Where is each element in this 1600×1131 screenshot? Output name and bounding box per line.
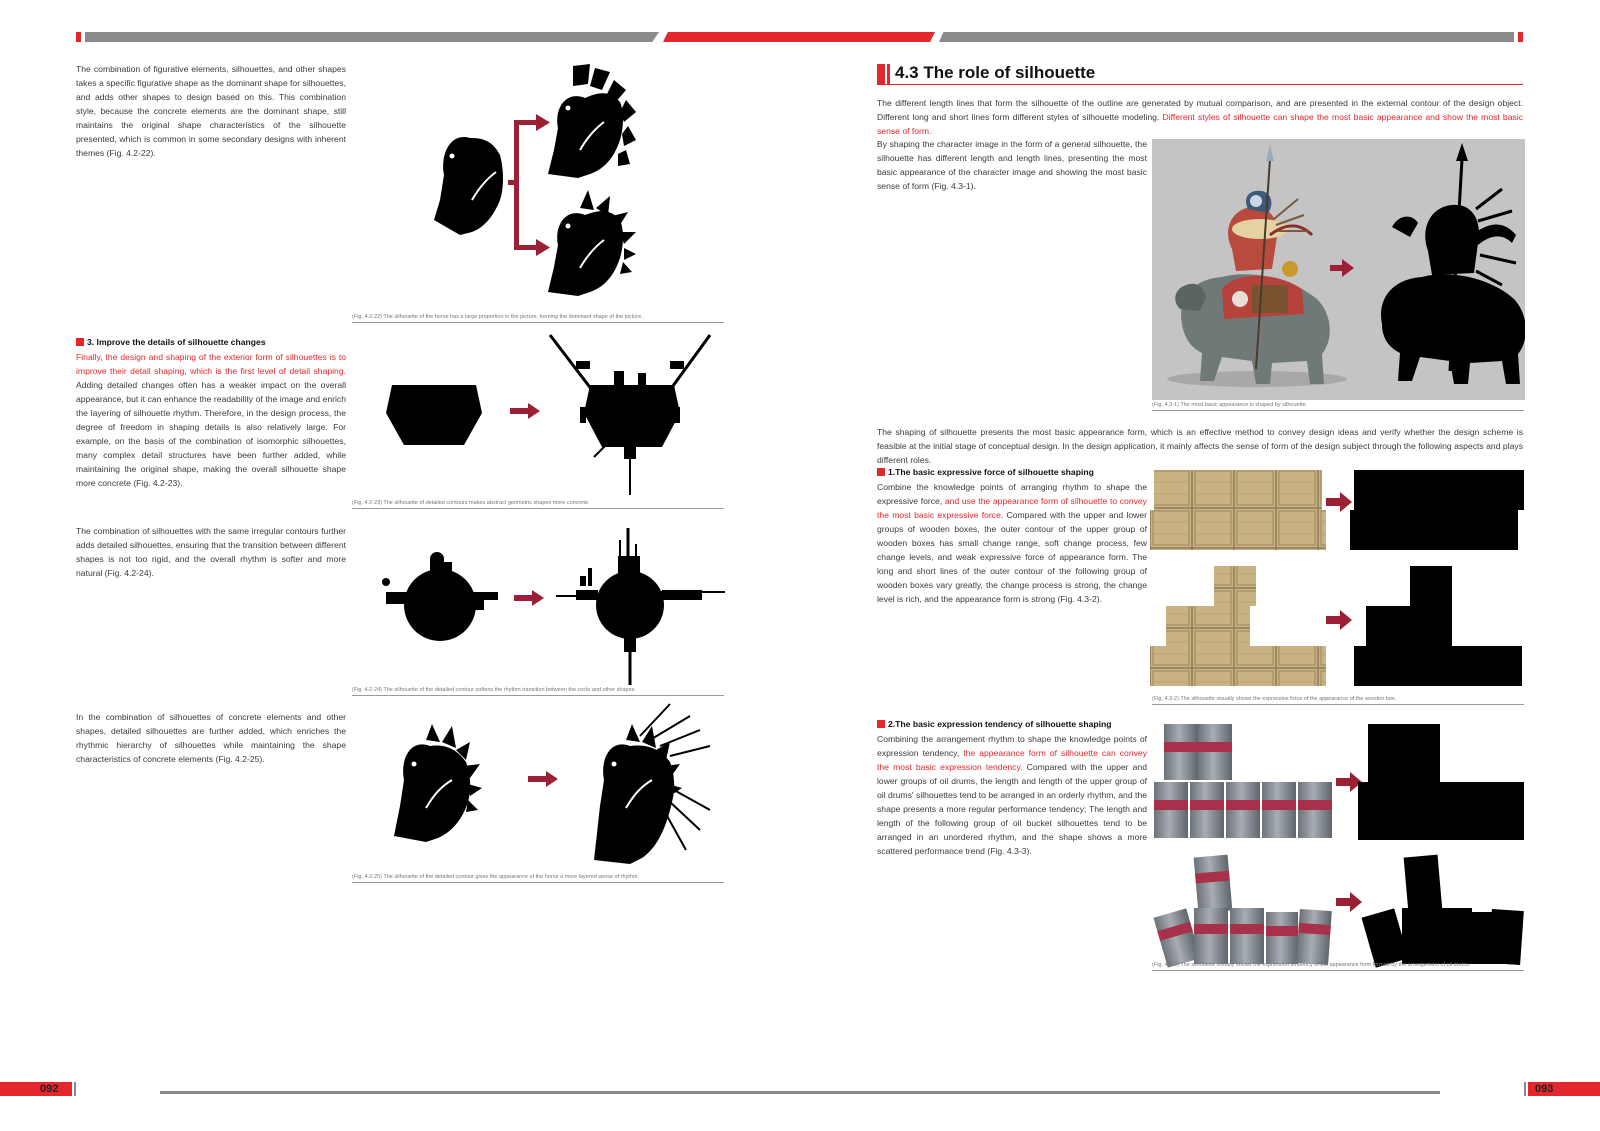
arrow-icon — [1330, 259, 1354, 277]
section-title-marker-icon — [887, 64, 890, 84]
highlight-text: Different styles of silhouette can shape the most basic appearance and show the most basic sense of form. — [877, 112, 1523, 136]
figure-wooden-boxes — [1150, 468, 1526, 696]
arrow-icon — [1326, 616, 1340, 624]
page-number-left: 092 — [40, 1083, 59, 1095]
paragraph-combination-figurative: The combination of figurative elements, silhouettes, and other shapes takes a specific figurative shape as the dominant shape for silhouettes, and adds other shapes to design based on this. This combination style, because the concrete elements are the dominant shape, still maintains the original shape characteristics of the silhouette presented, which is common in some secondary designs with inherent themes (Fig. 4.2-22). — [76, 64, 346, 158]
heading-improve-details-text: 3. Improve the details of silhouette changes — [87, 337, 266, 347]
character-black-silhouette — [1352, 139, 1525, 400]
heading-expressive-force-text: 1.The basic expressive force of silhouette shaping — [888, 467, 1094, 477]
heading-marker-icon — [76, 338, 84, 346]
paragraph-oil-drums — [877, 732, 1147, 858]
heading-marker-icon — [877, 720, 885, 728]
arrow-icon — [528, 403, 540, 419]
heading-expressive-force — [877, 466, 1147, 478]
section-title-marker-icon — [877, 64, 885, 84]
heading-expression-tendency — [877, 718, 1147, 730]
caption-rule — [352, 882, 724, 883]
arrow-icon — [536, 114, 550, 131]
top-bar-gray-right — [939, 32, 1514, 42]
paragraph-wooden-boxes — [877, 480, 1147, 606]
figure-character-silhouette — [1152, 139, 1525, 400]
figure-geometric-detail — [380, 335, 740, 500]
top-bar-red-right — [1518, 32, 1523, 42]
heading-expression-tendency-text: 2.The basic expression tendency of silhouette shaping — [888, 719, 1112, 729]
body-text: . Compared with the upper and lower groups of oil drums, the length and length of the upper group of oil drums' silhouettes tend to be arranged in an orderly rhythm, and the shape presents a more regular performance tendency; The length and length of the following group of oil bucket silhouettes tend to be arranged in an unordered rhythm, and the shape shows a more scattered performance trend (Fig. 4.3-3). — [877, 762, 1148, 856]
body-text: Combining the arrangement rhythm to shape the knowledge points of expression tendency, — [877, 734, 1147, 758]
heading-marker-icon — [877, 468, 885, 476]
caption-fig-4-3-2: (Fig. 4.3-2) The silhouette visually shows the expressive force of the appearance of the wooden box. — [1152, 696, 1397, 702]
body-text: The different length lines that form the silhouette of the outline are generated by mutual comparison, and are presented in the external contour of the design object. Different long and short lines form different styles of silhouette modeling. — [877, 98, 1523, 122]
caption-fig-4-3-3: (Fig. 4.3-3) The silhouette visually shows the expression tendency of the appearance form formed by the arrangement of oil drums. — [1152, 962, 1471, 968]
section-title-rule — [877, 84, 1523, 85]
highlight-text: and use the appearance form of silhouette to convey the most basic expressive force — [877, 496, 1147, 520]
arrow-icon — [532, 590, 544, 606]
top-bar-gray-left — [85, 32, 659, 42]
highlight-text: Finally, the design and shaping of the exterior form of silhouettes is to improve their detail shaping, which is the first level of detail shaping. — [76, 352, 346, 376]
page-number-right: 093 — [1535, 1083, 1554, 1095]
highlight-text: the appearance form of silhouette can convey the most basic expression tendency — [877, 748, 1147, 772]
caption-fig-4-3-1: (Fig. 4.3-1) The most basic appearance is shaped by silhouette. — [1152, 402, 1308, 408]
paragraph-character-shaping: By shaping the character image in the form of a general silhouette, the silhouette has different length and length lines, presenting the most basic appearance of the character image and showing the most basic sense of form (Fig. 4.3-1). — [877, 139, 1147, 191]
arrow-icon — [546, 771, 558, 787]
caption-rule — [1152, 970, 1524, 971]
paragraph-detail-shaping — [76, 350, 346, 490]
footer-tick-right — [1524, 1082, 1526, 1096]
paragraph-initial-stage: The shaping of silhouette presents the most basic appearance form, which is an effective method to convey design ideas and verify whether the design scheme is feasible at the initial stage of conceptual design. In the design application, it mainly affects the sense of form of the design subject through the following aspects and plays different roles. — [877, 427, 1523, 465]
drum-group-scattered — [1153, 855, 1331, 968]
figure-horse-layered — [390, 710, 730, 875]
caption-rule — [352, 508, 724, 509]
body-text: Adding detailed changes often has a weaker impact on the overall appearance, but it can enhance the readability of the image and enrich the layering of silhouette rhythm. Therefore, in the design process, the degree of freedom in shaping details is also relatively large. For example, on the basis of the combination of isomorphic silhouettes, many complex detail structures have been further added, while maintaining the original shape, making the overall silhouette shape more concrete (Fig. 4.2-23). — [76, 380, 346, 488]
heading-improve-details — [76, 336, 346, 348]
arrow-icon — [1336, 778, 1350, 786]
figure-oil-drums — [1150, 720, 1526, 966]
caption-rule — [1152, 410, 1524, 411]
arrow-icon — [1336, 898, 1350, 906]
paragraph-irregular-contours: The combination of silhouettes with the same irregular contours further adds detailed silhouettes, ensuring that the transition between different shapes is not too rigid, and the overall rhythm is softer and more natural (Fig. 4.2-24). — [76, 526, 346, 578]
arrow-icon — [1326, 498, 1340, 506]
caption-fig-4-2-23: (Fig. 4.2-23) The silhouette of detailed contours makes abstract geometric shapes more concrete. — [352, 500, 590, 506]
drum-group-ordered — [1154, 724, 1332, 838]
body-text: . Compared with the upper and lower groups of wooden boxes, the outer contour of the upper group of wooden boxes has small change range, soft change process, few change levels, and weak expressive force of appearance form. The long and short lines of the outer contour of the following group of wooden boxes vary greatly, the change process is strong, the change level is rich, and the appearance form is strong (Fig. 4.3-2). — [877, 510, 1148, 604]
top-bar-red-left — [76, 32, 81, 42]
caption-rule — [352, 695, 724, 696]
section-title: 4.3 The role of silhouette — [895, 63, 1096, 82]
body-text: Combine the knowledge points of arranging rhythm to shape the expressive force, — [877, 482, 1147, 506]
caption-fig-4-2-24: (Fig. 4.2-24) The silhouette of the detailed contour softens the rhythm transition between the circle and other shapes. — [352, 687, 636, 693]
paragraph-intro — [877, 96, 1523, 138]
arrow-icon — [536, 239, 550, 256]
footer-rule — [160, 1091, 1440, 1094]
caption-rule — [1152, 704, 1524, 705]
caption-rule — [352, 322, 724, 323]
figure-horse-dominant — [430, 60, 680, 310]
footer-tick-left — [74, 1082, 76, 1096]
figure-circle-detail — [380, 520, 740, 690]
paragraph-concrete-elements: In the combination of silhouettes of concrete elements and other shapes, detailed silhouettes are further added, which enriches the rhythmic hierarchy of silhouettes while maintaining the shape characteristics of concrete elements (Fig. 4.2-25). — [76, 712, 346, 764]
caption-fig-4-2-22: (Fig. 4.2-22) The silhouette of the horse has a large proportion in the picture, forming the dominant shape of the picture. — [352, 314, 643, 320]
caption-fig-4-2-25: (Fig. 4.2-25) The silhouette of the detailed contour gives the appearance of the horse a more layered sense of rhythm. — [352, 874, 639, 880]
top-bar-red-center — [663, 32, 935, 42]
